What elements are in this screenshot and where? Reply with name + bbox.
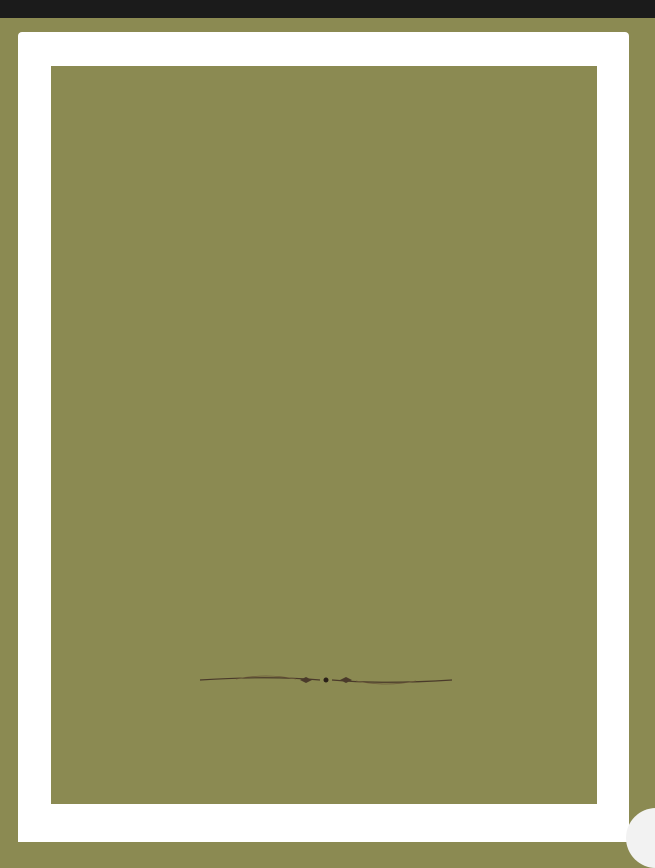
poem-panel	[51, 66, 597, 804]
status-bar	[0, 0, 655, 18]
ornament-divider	[196, 671, 456, 689]
border-dots-right	[636, 48, 650, 846]
page-frame	[0, 18, 655, 828]
border-dots-left	[2, 48, 16, 846]
border-dots-top	[14, 26, 634, 40]
corner-badge	[626, 808, 655, 868]
